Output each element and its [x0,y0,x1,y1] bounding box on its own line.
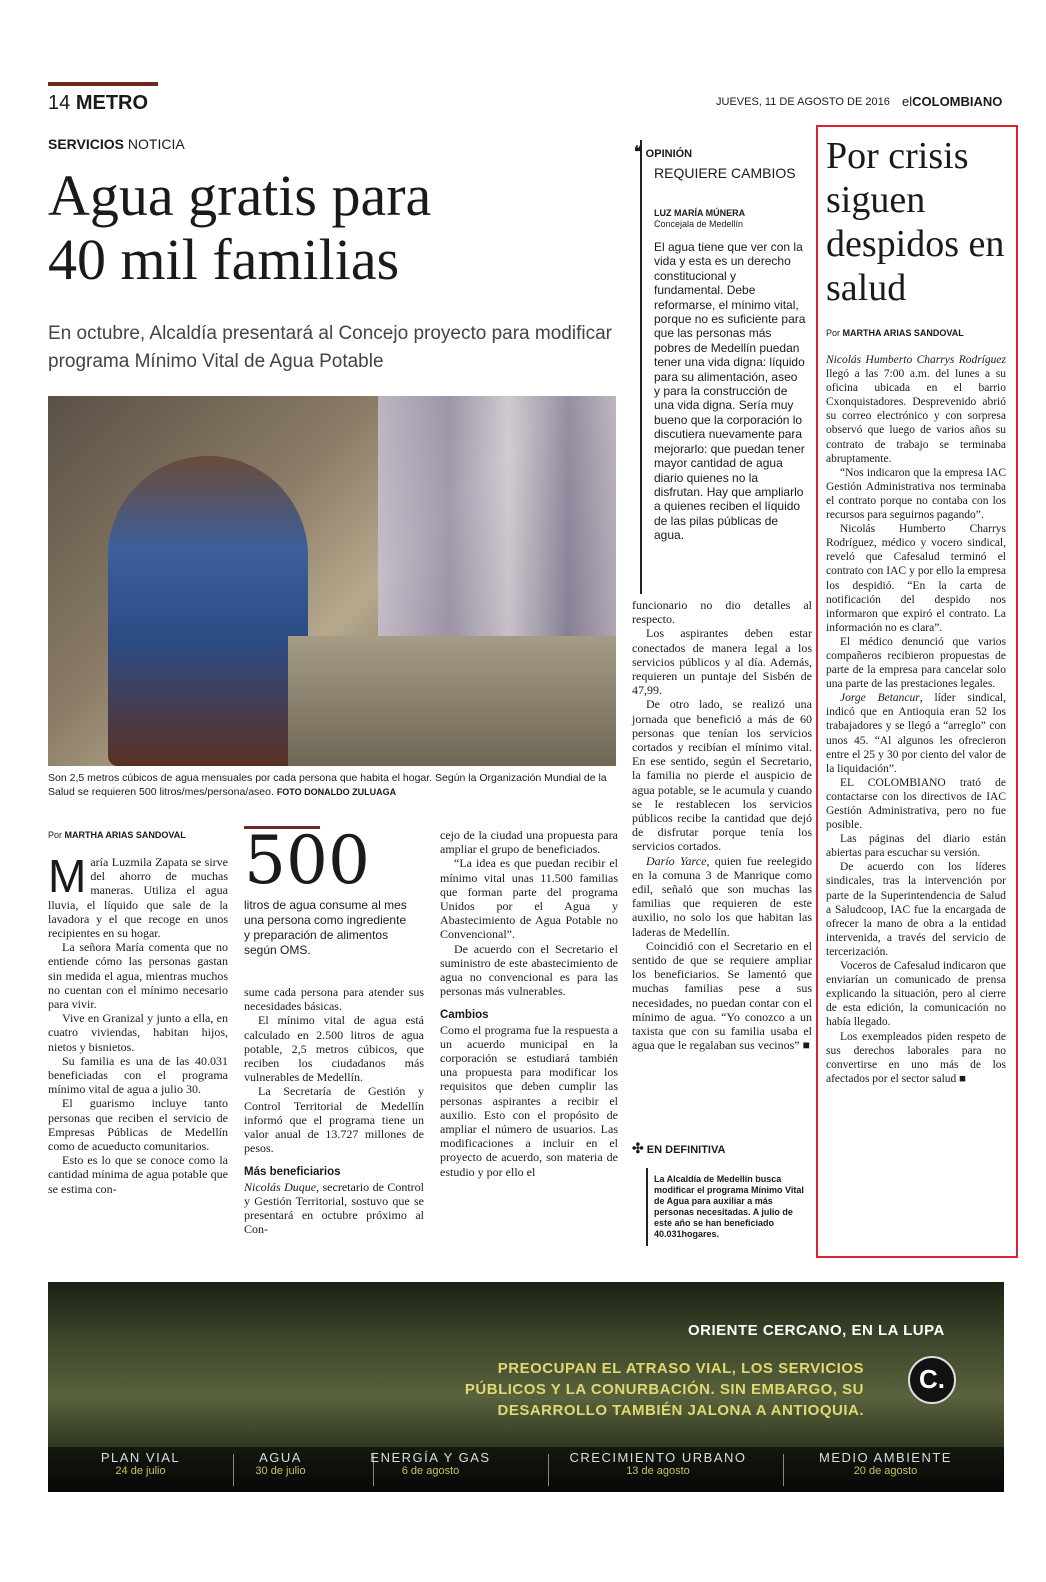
ad-banner[interactable] [48,1282,1004,1492]
headline-line2: 40 mil familias [48,227,400,292]
definitiva-text: La Alcaldía de Medellín busca modificar el programa Mínimo Vital de Agua para auxiliar a más personas necesitadas. A julio de este año se han beneficiado 40.031hogares. [654,1174,804,1239]
ad-topic-date: 30 de julio [255,1465,306,1477]
ad-topic-date: 13 de agosto [626,1465,690,1477]
ad-line-1: PREOCUPAN EL ATRASO VIAL, LOS SERVICIOS [497,1360,864,1377]
col4-p4-text: , quien fue reelegido en la comuna 3 de Manrique como edil, señaló que son muchas las familias que requieren de este auxilio, no solo los que habitan las laderas de Medellín. [632,853,812,939]
col1-p4: Su familia es una de las 40.031 beneficiadas con el programa mínimo vital de agua a julio 30. [48,1053,228,1097]
col4-p5: Coincidió con el Secretario en el sentido de que se requiere ampliar los beneficiarios. Se lamentó que muchas familias pese a sus necesidades, no puedan contar con el mínimo de agua. “Yo conozco a un taxista que con su familia usaba el agua que le regalaban sus vecinos” ■ [632,938,812,1053]
col4-p4-name: Darío Yarce [646,853,707,868]
col3-p1: cejo de la ciudad una propuesta para ampliar el grupo de beneficiados. [440,828,618,857]
col2-p4 [244,1180,424,1237]
sidebar-headline: Por crisis siguen despidos en salud [826,135,1005,309]
column-4 [632,598,812,1053]
col3-p2: “La idea es que puedan recibir el mínimo vital unas 11.500 familias que forman parte del programa Unidos por el Agua y Abastecimiento de Agua Potable no Convencional”. [440,856,618,942]
dateline: JUEVES, 11 DE AGOSTO DE 2016 [716,96,890,108]
sidebar-byline-name: MARTHA ARIAS SANDOVAL [842,328,964,338]
section-name: METRO [75,92,149,114]
ad-line-3: DESARROLLO TAMBIÉN JALONA A ANTIOQUIA. [497,1402,864,1419]
opinion-author-block [654,208,745,230]
ad-topic-title: AGUA [259,1450,302,1465]
column-1 [48,850,228,1196]
ad-topic-crecimiento [548,1450,768,1477]
sidebar-p3: Nicolás Humberto Charrys Rodríguez, médico y vocero sindical, reveló que Cafesalud terminó el contrato con IAC y por ello la empresa los despidió. “En la carta de notificación del despido nos informaron que expiró el contrato. La información no es clara”. [826,523,1006,634]
ad-topic-title: MEDIO AMBIENTE [819,1450,952,1465]
stat-text: litros de agua consume al mes una persona como ingrediente y preparación de alimentos según OMS. [244,898,407,957]
definitiva-tag [632,1140,725,1157]
main-headline [48,164,608,292]
main-byline [48,830,186,840]
col3-p4: Como el programa fue la respuesta a un acuerdo municipal en la corporación se estudiará también una propuesta para modificar los requisitos que deben cumplir las personas aspirantes a recibir el auxilio. Esto con el propósito de ampliar el número de usuarios. Las modificaciones a incluir en el proyecto de acuerdo, son materia de estudio y por ello el [440,1022,618,1179]
col1-p5: El guarismo incluye tanto personas que reciben el servicio de Empresas Públicas de Medellín como de acueducto comunitarios. [48,1096,228,1154]
column-2 [244,985,424,1236]
sidebar-body [826,353,1006,1086]
sidebar-p9: Voceros de Cafesalud indicaron que enviarían un comunicado de prensa explicando la situación, pero al cierre de esta edición, la comunicación no había llegado. [826,960,1006,1029]
stat-number: 500 [244,822,370,899]
ad-topic-date: 20 de agosto [853,1465,918,1477]
sidebar-p7: Las páginas del diario están abiertas para escuchar su versión. [826,833,1006,860]
photo-curtain [378,396,616,656]
col4-p1: funcionario no dio detalles al respecto. [632,598,812,627]
opinion-text: El agua tiene que ver con la vida y esta es un derecho constitucional y fundamental. Debe reformarse, el mínimo vital, porque no es suficiente para que las personas más pobres de Medellín puedan tener una vida digna: líquido para su alimentación, aseo y para la construcción de una vida digna. Sería muy bueno que la corporación lo discutiera nuevamente para mejorarlo: que puedan tener mayor cantidad de agua diario quienes no la disfrutan. Hay que ampliarlo a quienes reciben el líquido de las pilas públicas de agua. [654,240,806,543]
ad-topic-energia [338,1450,523,1477]
col4-p3: De otro lado, se realizó una jornada que benefició a más de 60 personas que tenían los servicios cortados y recibían el mínimo vital. En ese sentido, según el Secretario, la familia no pierde el auspicio de agua potable, se le acumula y cuando se le restablecen los servicios públicos recibe la cantidad que dejó de disfrutar porque tenía los servicios cortados. [632,697,812,854]
sidebar-p4: El médico denunció que varios compañeros recibieron propuestas de parte de la empresa para cancelar solo una parte de las prestaciones legales. [826,635,1006,691]
headline-line1: Agua gratis para [48,163,432,228]
col1-p6: Esto es lo que se conoce como la cantidad mínima de agua potable que se estima con- [48,1153,228,1196]
section-kicker: SERVICIOS [48,136,124,152]
col4-p2: Los aspirantes deben estar conectados de manera legal a los servicios públicos y al día. Además, requieren un puntaje del Sisbén de 47,99. [632,626,812,698]
sidebar-byline-prefix: Por [826,328,841,338]
photo-caption [48,771,616,799]
sidebar-p5 [826,691,1006,776]
opinion-tag-label: OPINIÓN [645,148,693,160]
sidebar-byline [826,328,964,338]
sidebar-p6: EL COLOMBIANO trató de contactarse con los directivos de IAC Gestión Administrativa, pero no fue posible. [826,776,1006,832]
opinion-tag [634,142,692,162]
brand-logo [902,94,1002,109]
page-header [48,92,148,115]
sidebar-p1 [826,353,1006,466]
section-label [48,136,185,152]
col3-subhead: Cambios [440,1009,489,1022]
main-deck: En octubre, Alcaldía presentará al Concejo proyecto para modificar programa Mínimo Vital de Agua Potable [48,323,612,372]
col2-p4-name: Nicolás Duque [244,1179,317,1194]
col2-p1: sume cada persona para atender sus necesidades básicas. [244,985,424,1014]
byline-name: MARTHA ARIAS SANDOVAL [64,830,186,840]
col2-p2: El mínimo vital de agua está calculado en 2.500 litros de agua potable, 2,5 metros cúbicos, que reciben los ciudadanos más vulnerables de Medellín. [244,1013,424,1085]
brand-prefix: el [902,94,913,109]
brand-name: COLOMBIANO [912,94,1003,109]
ad-topic-date: 6 de agosto [401,1465,460,1477]
sidebar-p1-name: Nicolás Humberto Charrys Rodríguez [826,354,1006,366]
opinion-title: REQUIERE CAMBIOS [654,165,796,181]
ad-topic-date: 24 de julio [115,1465,166,1477]
col1-p1-text: aría Luzmila Zapata se sirve del ahorro de muchas maneras. Utiliza el agua lluvia, el líquido que sale de la lavadora y el que recoge en unos recipientes en su hogar. [48,855,228,941]
page-number: 14 [48,92,71,114]
opinion-author: LUZ MARÍA MÚNERA [654,208,746,218]
drop-cap: M [48,850,87,902]
photo-woman [108,456,308,766]
colombiano-logo-icon: C. [908,1356,956,1404]
definitiva-tag-label: EN DEFINITIVA [646,1144,726,1156]
sidebar-p1-text: llegó a las 7:00 a.m. del lunes a su oficina ubicada en el barrio Cxonquistadores. Desprevenido abrió su correo electrónico y con sorpresa observó que luego de varios años su contrato de trabajo se terminaba abruptamente. [826,368,1006,465]
col1-p2: La señora María comenta que no entiende cómo las personas gastan sin medida el agua, mientras muchos no cuentan con el mínimo necesario para vivir. [48,940,228,1012]
col2-p4-text: , secretario de Control y Gestión Territorial, sostuvo que se presentará en octubre próximo al Con- [244,1179,424,1237]
dots-icon: ✣ [632,1140,644,1156]
sidebar-p5-text: , líder sindical, indicó que en Antioquia eran 52 los trabajadores y se llegó a “arreglo” con unos 45. “Al algunos les ofrecieron entre el 25 y 30 por ciento del valor de la liquidación”. [826,692,1006,775]
col2-subhead: Más beneficiarios [244,1166,341,1179]
opinion-author-role: Concejala de Medellín [654,219,744,229]
photo-sink [288,636,616,766]
col2-p3: La Secretaría de Gestión y Control Territorial de Medellín informó que el programa tiene un valor anual de 13.727 millones de pesos. [244,1084,424,1156]
sidebar-p8: De acuerdo con los líderes sindicales, tras la intervención por parte de la Superintendencia de Salud a Saludcoop, IAC fue la encargada de ofrecer la mano de obra a la entidad intervenida, a través del servicio de tercerización. [826,861,1006,958]
main-photo [48,396,616,766]
caption-credit: FOTO DONALDO ZULUAGA [276,787,397,797]
column-3 [440,828,618,1179]
ad-line-2: PÚBLICOS Y LA CONURBACIÓN. SIN EMBARGO, SU [464,1381,864,1398]
byline-prefix: Por [48,830,63,840]
ad-topic-medio-ambiente [793,1450,978,1477]
ad-topic-title: PLAN VIAL [100,1450,181,1465]
caption-text: Son 2,5 metros cúbicos de agua mensuales por cada persona que habita el hogar. Según la Organización Mundial de la Salud se requieren 500 litros/mes/persona/aseo. [48,772,607,798]
sidebar-p5-name: Jorge Betancur [840,692,920,705]
ad-separator [783,1454,784,1486]
col1-p1 [48,850,228,941]
ad-topic-title: ENERGÍA Y GAS [370,1450,491,1465]
quote-icon: ❝ [634,144,643,161]
col4-p4 [632,854,812,939]
ad-title: ORIENTE CERCANO, EN LA LUPA [688,1322,945,1339]
sidebar-p2: “Nos indicaron que la empresa IAC Gestión Administrativa nos terminaba el contrato porque no contaba con los recursos para seguirnos pagando”. [826,466,1006,522]
col1-p3: Vive en Granizal y junto a ella, en cuatro viviendas, habitan hijos, nietos y bisnietos. [48,1011,228,1054]
header-rule [48,82,158,86]
ad-topic-title: CRECIMIENTO URBANO [569,1450,747,1465]
sidebar-p10: Los exempleados piden respeto de sus derechos laborales para no convertirse en uno más de los afectados por el sector salud ■ [826,1030,1006,1085]
section-type: NOTICIA [127,136,185,152]
col3-p3: De acuerdo con el Secretario el suministro de este abastecimiento de agua no convencional es para las personas más vulnerables. [440,941,618,999]
